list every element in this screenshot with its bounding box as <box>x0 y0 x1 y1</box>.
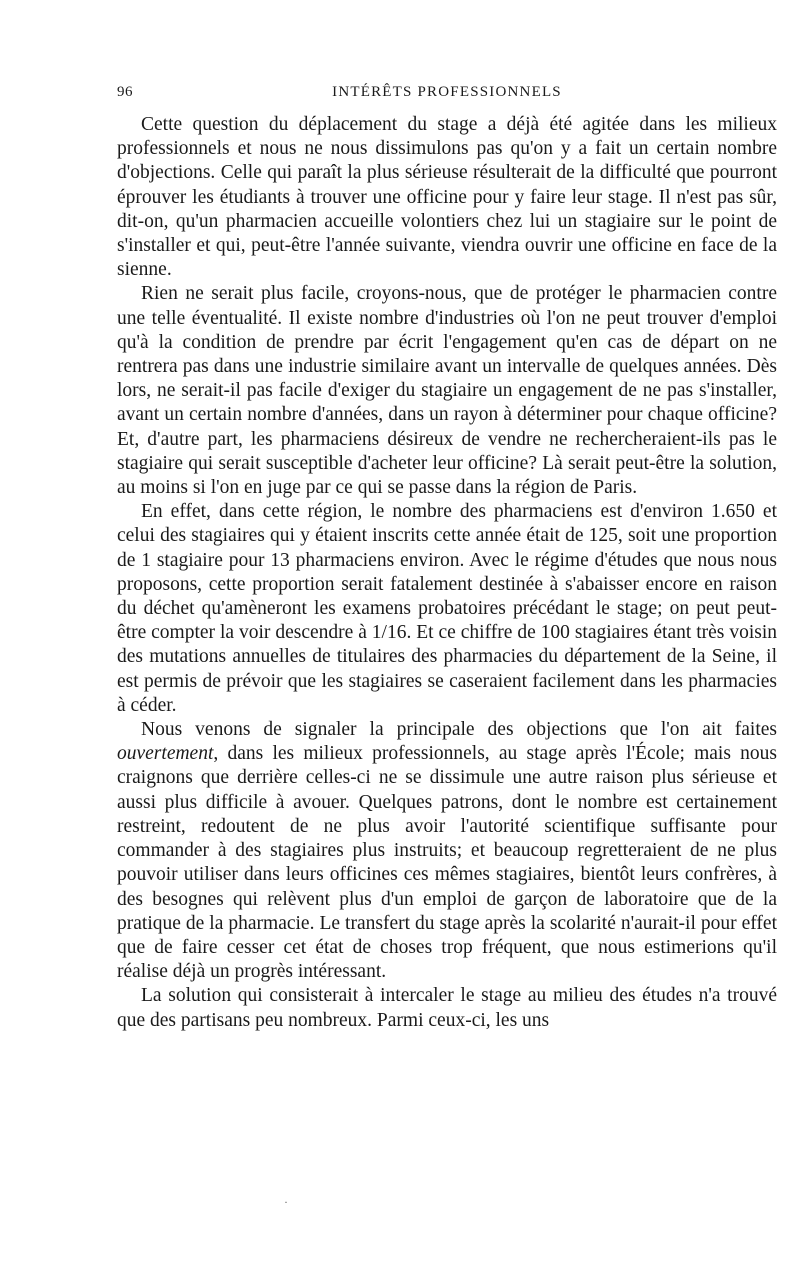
paragraph-text-end: , dans les milieux professionnels, au stage après l'École; mais nous craignons que derrière celles-ci ne se dissimule une autre raison plus sérieuse et aussi plus difficile à avouer. Quelques patrons, dont le nombre est certainement restreint, redoutent de ne plus avoir l'autorité scientifique suffisante pour commander à des stagiaires plus instruits; et beaucoup regretteraient de ne plus pouvoir utiliser dans leurs officines ces mêmes stagiaires, bientôt leurs confrères, à des besognes qui relèvent plus d'un emploi de garçon de laboratoire que de la pratique de la pharmacie. Le transfert du stage après la scolarité n'aurait-il pour effet que de faire cesser cet état de choses trop fréquent, que nous estimerions qu'il réalise déjà un progrès intéressant. <box>117 743 777 983</box>
page-header <box>117 84 777 106</box>
paragraph-stage-objections: Cette question du déplacement du stage a déjà été agitée dans les milieux professionnels et nous ne nous dissimulons pas qu'on y a fait un certain nombre d'objections. Celle qui paraît la plus sérieuse résulterait de la difficulté que pourront éprouver les étudiants à trouver une officine pour y faire leur stage. Il n'est pas sûr, dit-on, qu'un pharmacien accueille volontiers chez lui un stagiaire sur le point de s'installer et qui, peut-être l'année suivante, viendra ouvrir une officine en face de la sienne. <box>117 114 777 281</box>
paragraph-paris-statistics: En effet, dans cette région, le nombre des pharmaciens est d'environ 1.650 et celui des stagiaires qui y étaient inscrits cette année était de 125, soit une proportion de 1 stagiaire pour 13 pharmaciens environ. Avec le régime d'études que nous nous proposons, cette proportion serait fatalement destinée à s'abaisser encore en raison du déchet qu'amèneront les examens probatoires précédant le stage; on peut peut-être compter la voir descendre à 1/16. Et ce chiffre de 100 stagiaires étant très voisin des mutations annuelles de titulaires des pharmacies du département de la Seine, il est permis de prévoir que les stagiaires se caseraient facilement dans les pharmacies à céder. <box>117 501 777 716</box>
page-number: 96 <box>117 84 133 100</box>
emphasis-ouvertement: ouvertement <box>117 743 214 765</box>
paragraph-hidden-reason <box>117 718 777 984</box>
paragraph-intercalated-stage: La solution qui consisterait à intercaler le stage au milieu des études n'a trouvé que des partisans peu nombreux. Parmi ceux-ci, les uns <box>117 985 777 1031</box>
paragraph-text-start: Nous venons de signaler la principale des objections que l'on ait faites <box>141 719 777 741</box>
running-title: INTÉRÊTS PROFESSIONNELS <box>332 84 562 100</box>
print-speck: · <box>284 1195 288 1209</box>
paragraph-protection-solution: Rien ne serait plus facile, croyons-nous, que de protéger le pharmacien contre une telle éventualité. Il existe nombre d'industries où l'on ne peut trouver d'emploi qu'à la condition de prendre par écrit l'engagement qu'en cas de départ on ne rentrera pas dans une industrie similaire avant un intervalle de quelques années. Dès lors, ne serait-il pas facile d'exiger du stagiaire un engagement de ne pas s'installer, avant un certain nombre d'années, dans un rayon à déterminer pour chaque officine? Et, d'autre part, les pharmaciens désireux de vendre ne rechercheraient-ils pas le stagiaire qui serait susceptible d'acheter leur officine? Là serait peut-être la solution, au moins si l'on en juge par ce qui se passe dans la région de Paris. <box>117 283 777 499</box>
body-text <box>117 113 777 1033</box>
